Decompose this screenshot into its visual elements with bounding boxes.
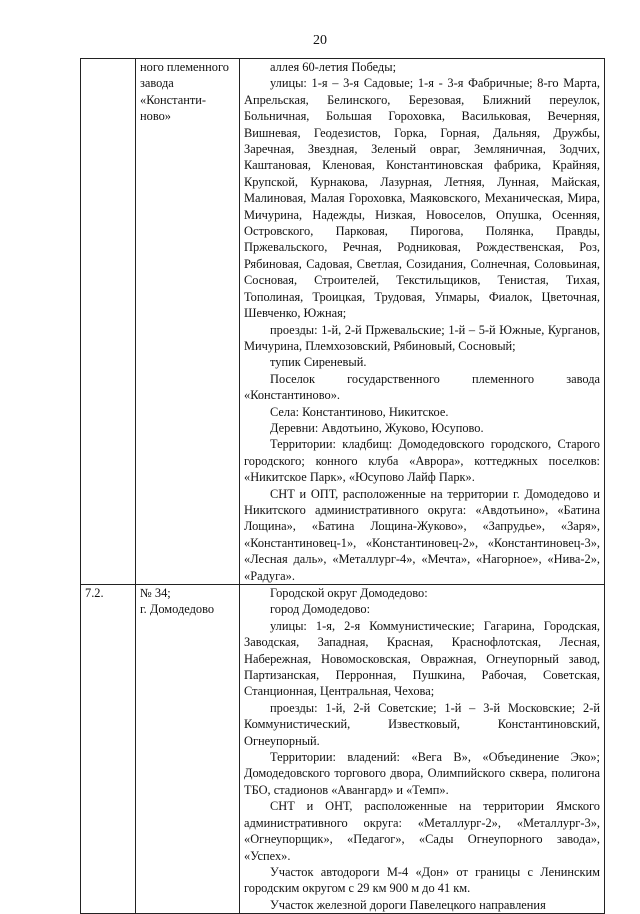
content-paragraph: Участок автодороги М-4 «Дон» от границы с Ленинским городским округом с 29 км 900 м до 41 км. <box>244 864 600 896</box>
table-row <box>81 59 605 585</box>
content-paragraph: Поселок государственного племенного завода «Константиново». <box>244 371 600 403</box>
content-paragraph: Территории: кладбищ: Домодедовского городского, Старого городского; конного клуба «Аврора», коттеджных поселков: «Никитское Парк», «Юсупово Лайф Парк». <box>244 437 600 485</box>
content-paragraph: улицы: 1-я, 2-я Коммунистические; Гагарина, Городская, Заводская, Западная, Красная, Краснофлотская, Лесная, Набережная, Новомосковская, Овражная, Огнеупорный завод, Партизанская, Перронная, Пушкина, Рабочая, Советская, Станционная, Центральная, Чехова; <box>244 618 600 699</box>
district-name-line: завода <box>140 76 174 91</box>
content-paragraph: проезды: 1-й, 2-й Пржевальские; 1-й – 5-й Южные, Курганов, Мичурина, Племхозовский, Рябиновый, Сосновый; <box>244 322 600 353</box>
district-content-cell <box>240 59 605 585</box>
content-paragraph: Участок железной дороги Павелецкого направления <box>270 897 546 912</box>
row-number-cell: 7.2. <box>81 585 136 914</box>
content-paragraph: СНТ и ОНТ, расположенные на территории Ямского административного округа: «Металлург-2», «Металлург-3», «Огнеупорщик», «Педагог», «Сады Огнеупорного завода», «Успех». <box>244 799 600 863</box>
row-number-cell <box>81 59 136 585</box>
content-paragraph: Деревни: Авдотьино, Жуково, Юсупово. <box>270 420 484 435</box>
district-name-line: ного племенного <box>140 60 229 74</box>
table-row <box>81 585 605 914</box>
content-paragraph: Городской округ Домодедово: <box>270 586 428 600</box>
district-name-cell <box>136 585 240 914</box>
content-paragraph: улицы: 1-я – 3-я Садовые; 1-я - 3-я Фабричные; 8-го Марта, Апрельская, Белинского, Березовая, Ближний переулок, Больничная, Большая Гороховка, Васильковая, Вечерняя, Вишневая, Геодезистов, Горка, Горная, Дальняя, Дружбы, Заречная, Звездная, Зеленый овраг, Земляничная, Зодчих, Каштановая, Кленовая, Константиновская фабрика, Крайняя, Крупской, Курнакова, Лазурная, Летняя, Лунная, Майская, Малиновая, Малая Гороховка, Маяковского, Механическая, Мира, Мичурина, Надежды, Низкая, Новоселов, Опушка, Осенняя, Островского, Парковая, Пирогова, Полянка, Правды, Пржевальского, Речная, Родниковая, Рождественская, Роз, Рябиновая, Садовая, Светлая, Созидания, Солнечная, Соловьиная, Сосновая, Строителей, Текстильщиков, Тенистая, Тихая, Тополиная, Троицкая, Трудовая, Упмары, Фиалок, Цветочная, Шевченко, Южная; <box>244 76 600 321</box>
district-name-cell <box>136 59 240 585</box>
content-paragraph: тупик Сиреневый. <box>270 355 367 370</box>
content-paragraph: город Домодедово: <box>270 602 371 617</box>
district-content-cell <box>240 585 605 914</box>
content-paragraph: аллея 60-летия Победы; <box>270 60 397 74</box>
content-paragraph: проезды: 1-й, 2-й Советские; 1-й – 3-й Московские; 2-й Коммунистический, Известковый, Константиновский, Огнеупорный. <box>244 700 600 748</box>
content-paragraph: Территории: владений: «Вега В», «Объединение Эко»; Домодедовского торгового двора, Олимпийского сквера, полигона ТБО, стадионов «Авангард» и «Темп». <box>244 750 600 797</box>
districts-table <box>80 58 605 914</box>
content-paragraph: Села: Константиново, Никитское. <box>270 404 449 419</box>
district-name-line: г. Домодедово <box>140 602 215 617</box>
page-number: 20 <box>313 33 327 48</box>
district-name-line: «Константи- <box>140 92 207 107</box>
content-paragraph: СНТ и ОПТ, расположенные на территории г. Домодедово и Никитского административного округа: «Авдотьино», «Батина Лощина», «Батина Лощина-Жуково», «Запрудье», «Заря», «Константиновец-1», «Константиновец-2», «Константиновец-3», «Лесная даль», «Металлург-4», «Мечта», «Нагорное», «Нива-2», «Радуга». <box>244 486 600 583</box>
district-name-line: № 34; <box>140 586 171 600</box>
district-name-line: ново» <box>140 109 171 124</box>
